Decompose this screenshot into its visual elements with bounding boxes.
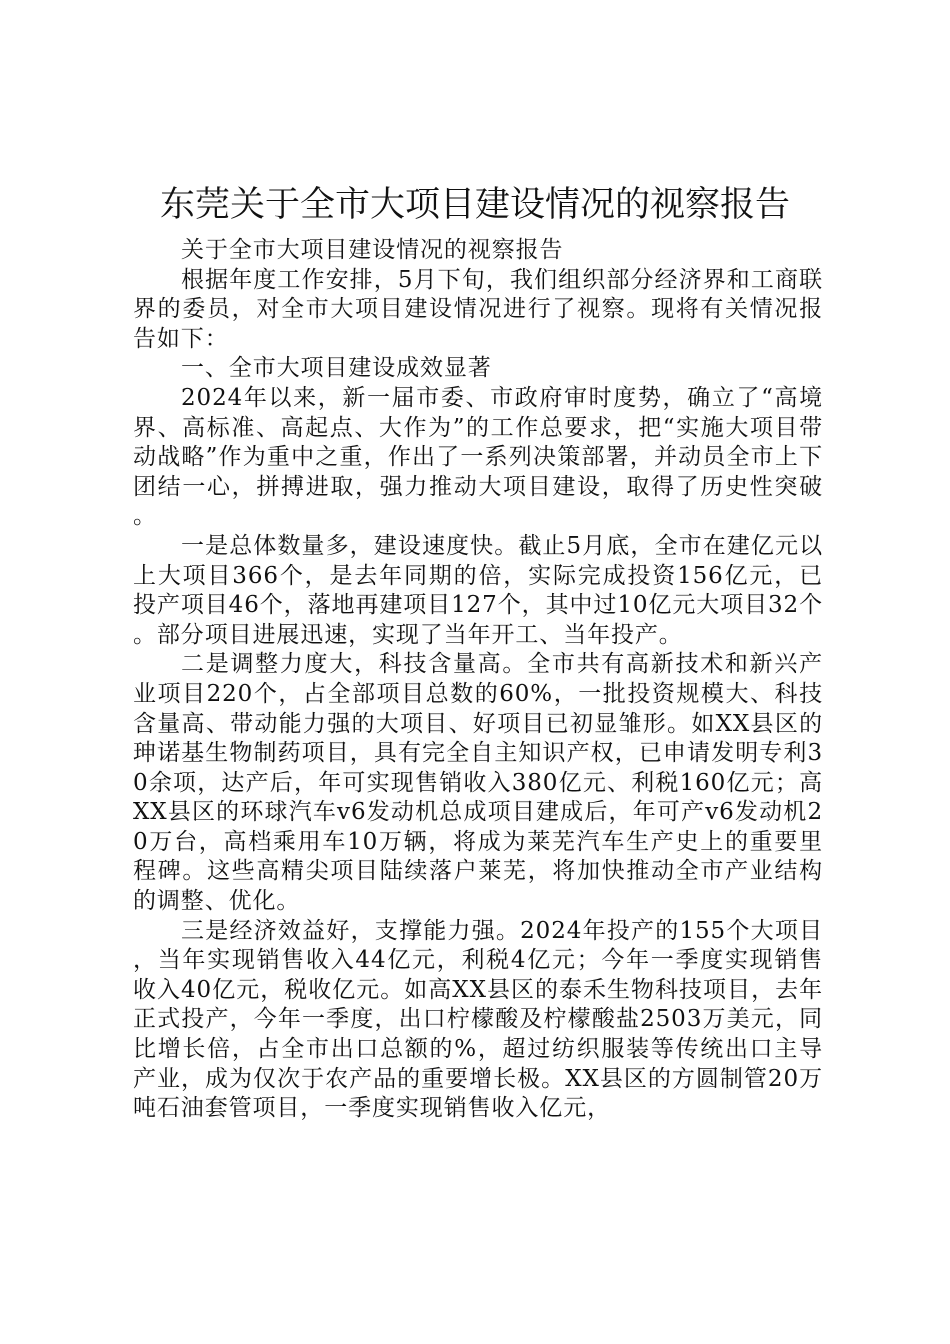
section-heading-1: 一、全市大项目建设成效显著 xyxy=(181,355,492,382)
document-body xyxy=(133,236,823,1124)
paragraph-overview: 2024年以来，新一届市委、市政府审时度势，确立了“高境界、高标准、高起点、大作为”的工作总要求，把“实施大项目带动战略”作为重中之重，作出了一系列决策部署，并动员全市上下团结一心，拼搏进取，强力推动大项目建设，取得了历史性突破。 xyxy=(133,384,823,530)
paragraph-intro: 根据年度工作安排，5月下旬，我们组织部分经济界和工商联界的委员，对全市大项目建设情况进行了视察。现将有关情况报告如下： xyxy=(133,266,823,352)
paragraph-point-3: 三是经济效益好，支撑能力强。2024年投产的155个大项目，当年实现销售收入44亿元，利税4亿元；今年一季度实现销售收入40亿元，税收亿元。如高XX县区的泰禾生物科技项目，去年正式投产，今年一季度，出口柠檬酸及柠檬酸盐2503万美元，同比增长倍，占全市出口总额的%，超过纺织服装等传统出口主导产业，成为仅次于农产品的重要增长极。XX县区的方圆制管20万吨石油套管项目，一季度实现销售收入亿元， xyxy=(133,917,823,1122)
paragraph-subtitle: 关于全市大项目建设情况的视察报告 xyxy=(181,237,564,263)
paragraph-point-1: 一是总体数量多，建设速度快。截止5月底，全市在建亿元以上大项目366个，是去年同期的倍，实际完成投资156亿元，已投产项目46个，落地再建项目127个，其中过10亿元大项目32个。部分项目进展迅速，实现了当年开工、当年投产。 xyxy=(133,532,823,648)
paragraph-point-2: 二是调整力度大，科技含量高。全市共有高新技术和新兴产业项目220个，占全部项目总数的60%，一批投资规模大、科技含量高、带动能力强的大项目、好项目已初显雏形。如XX县区的珅诺基生物制药项目，具有完全自主知识产权，已申请发明专利30余项，达产后，年可实现售销收入380亿元、利税160亿元；高XX县区的环球汽车v6发动机总成项目建成后，年可产v6发动机20万台，高档乘用车10万辆，将成为莱芜汽车生产史上的重要里程碑。这些高精尖项目陆续落户莱芜，将加快推动全市产业结构的调整、优化。 xyxy=(133,651,823,915)
document-title: 东莞关于全市大项目建设情况的视察报告 xyxy=(159,185,790,225)
